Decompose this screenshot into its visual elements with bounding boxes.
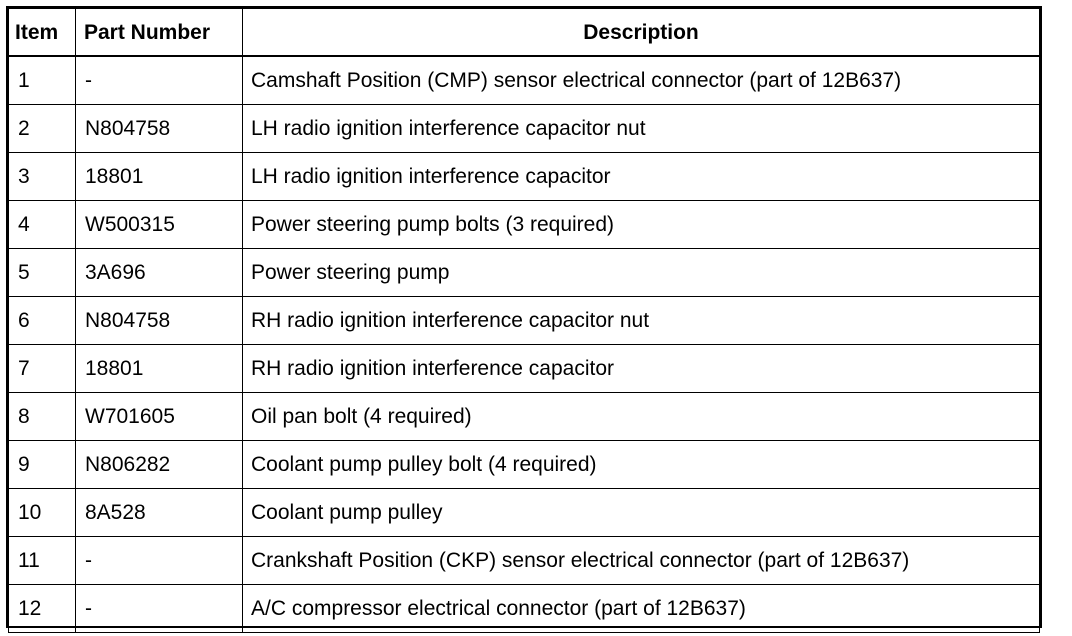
cell-item: 12 xyxy=(9,585,76,633)
cell-item: 2 xyxy=(9,105,76,153)
table-row xyxy=(9,393,1040,441)
header-item: Item xyxy=(9,9,76,57)
cell-description: Coolant pump pulley bolt (4 required) xyxy=(243,441,1040,489)
header-row xyxy=(9,9,1040,57)
cell-item: 8 xyxy=(9,393,76,441)
cell-description: RH radio ignition interference capacitor xyxy=(243,345,1040,393)
cell-part-number: 8A528 xyxy=(76,489,243,537)
cell-description: LH radio ignition interference capacitor xyxy=(243,153,1040,201)
cell-item: 11 xyxy=(9,537,76,585)
cell-item: 10 xyxy=(9,489,76,537)
cell-item: 7 xyxy=(9,345,76,393)
cell-item: 4 xyxy=(9,201,76,249)
cell-description: LH radio ignition interference capacitor nut xyxy=(243,105,1040,153)
cell-part-number: W701605 xyxy=(76,393,243,441)
cell-part-number: - xyxy=(76,56,243,105)
table-row xyxy=(9,201,1040,249)
cell-description: Crankshaft Position (CKP) sensor electrical connector (part of 12B637) xyxy=(243,537,1040,585)
table-body xyxy=(9,56,1040,633)
cell-item: 3 xyxy=(9,153,76,201)
cell-description: Oil pan bolt (4 required) xyxy=(243,393,1040,441)
header-part-number: Part Number xyxy=(76,9,243,57)
header-description: Description xyxy=(243,9,1040,57)
cell-description: Power steering pump bolts (3 required) xyxy=(243,201,1040,249)
cell-part-number: 18801 xyxy=(76,345,243,393)
cell-part-number: W500315 xyxy=(76,201,243,249)
table-row xyxy=(9,441,1040,489)
cell-part-number: N804758 xyxy=(76,105,243,153)
cell-description: Power steering pump xyxy=(243,249,1040,297)
cell-item: 5 xyxy=(9,249,76,297)
cell-part-number: - xyxy=(76,585,243,633)
cell-description: Camshaft Position (CMP) sensor electrical connector (part of 12B637) xyxy=(243,56,1040,105)
cell-part-number: - xyxy=(76,537,243,585)
cell-part-number: N806282 xyxy=(76,441,243,489)
cell-item: 6 xyxy=(9,297,76,345)
cell-part-number: N804758 xyxy=(76,297,243,345)
table-row xyxy=(9,585,1040,633)
table-row xyxy=(9,56,1040,105)
parts-table-container xyxy=(6,6,1042,628)
cell-part-number: 18801 xyxy=(76,153,243,201)
cell-item: 1 xyxy=(9,56,76,105)
table-row xyxy=(9,249,1040,297)
table-row xyxy=(9,105,1040,153)
parts-table xyxy=(8,8,1040,633)
cell-description: Coolant pump pulley xyxy=(243,489,1040,537)
table-row xyxy=(9,153,1040,201)
cell-description: RH radio ignition interference capacitor nut xyxy=(243,297,1040,345)
table-row xyxy=(9,345,1040,393)
table-row xyxy=(9,297,1040,345)
cell-item: 9 xyxy=(9,441,76,489)
cell-part-number: 3A696 xyxy=(76,249,243,297)
table-row xyxy=(9,489,1040,537)
table-header xyxy=(9,9,1040,57)
table-row xyxy=(9,537,1040,585)
cell-description: A/C compressor electrical connector (part of 12B637) xyxy=(243,585,1040,633)
